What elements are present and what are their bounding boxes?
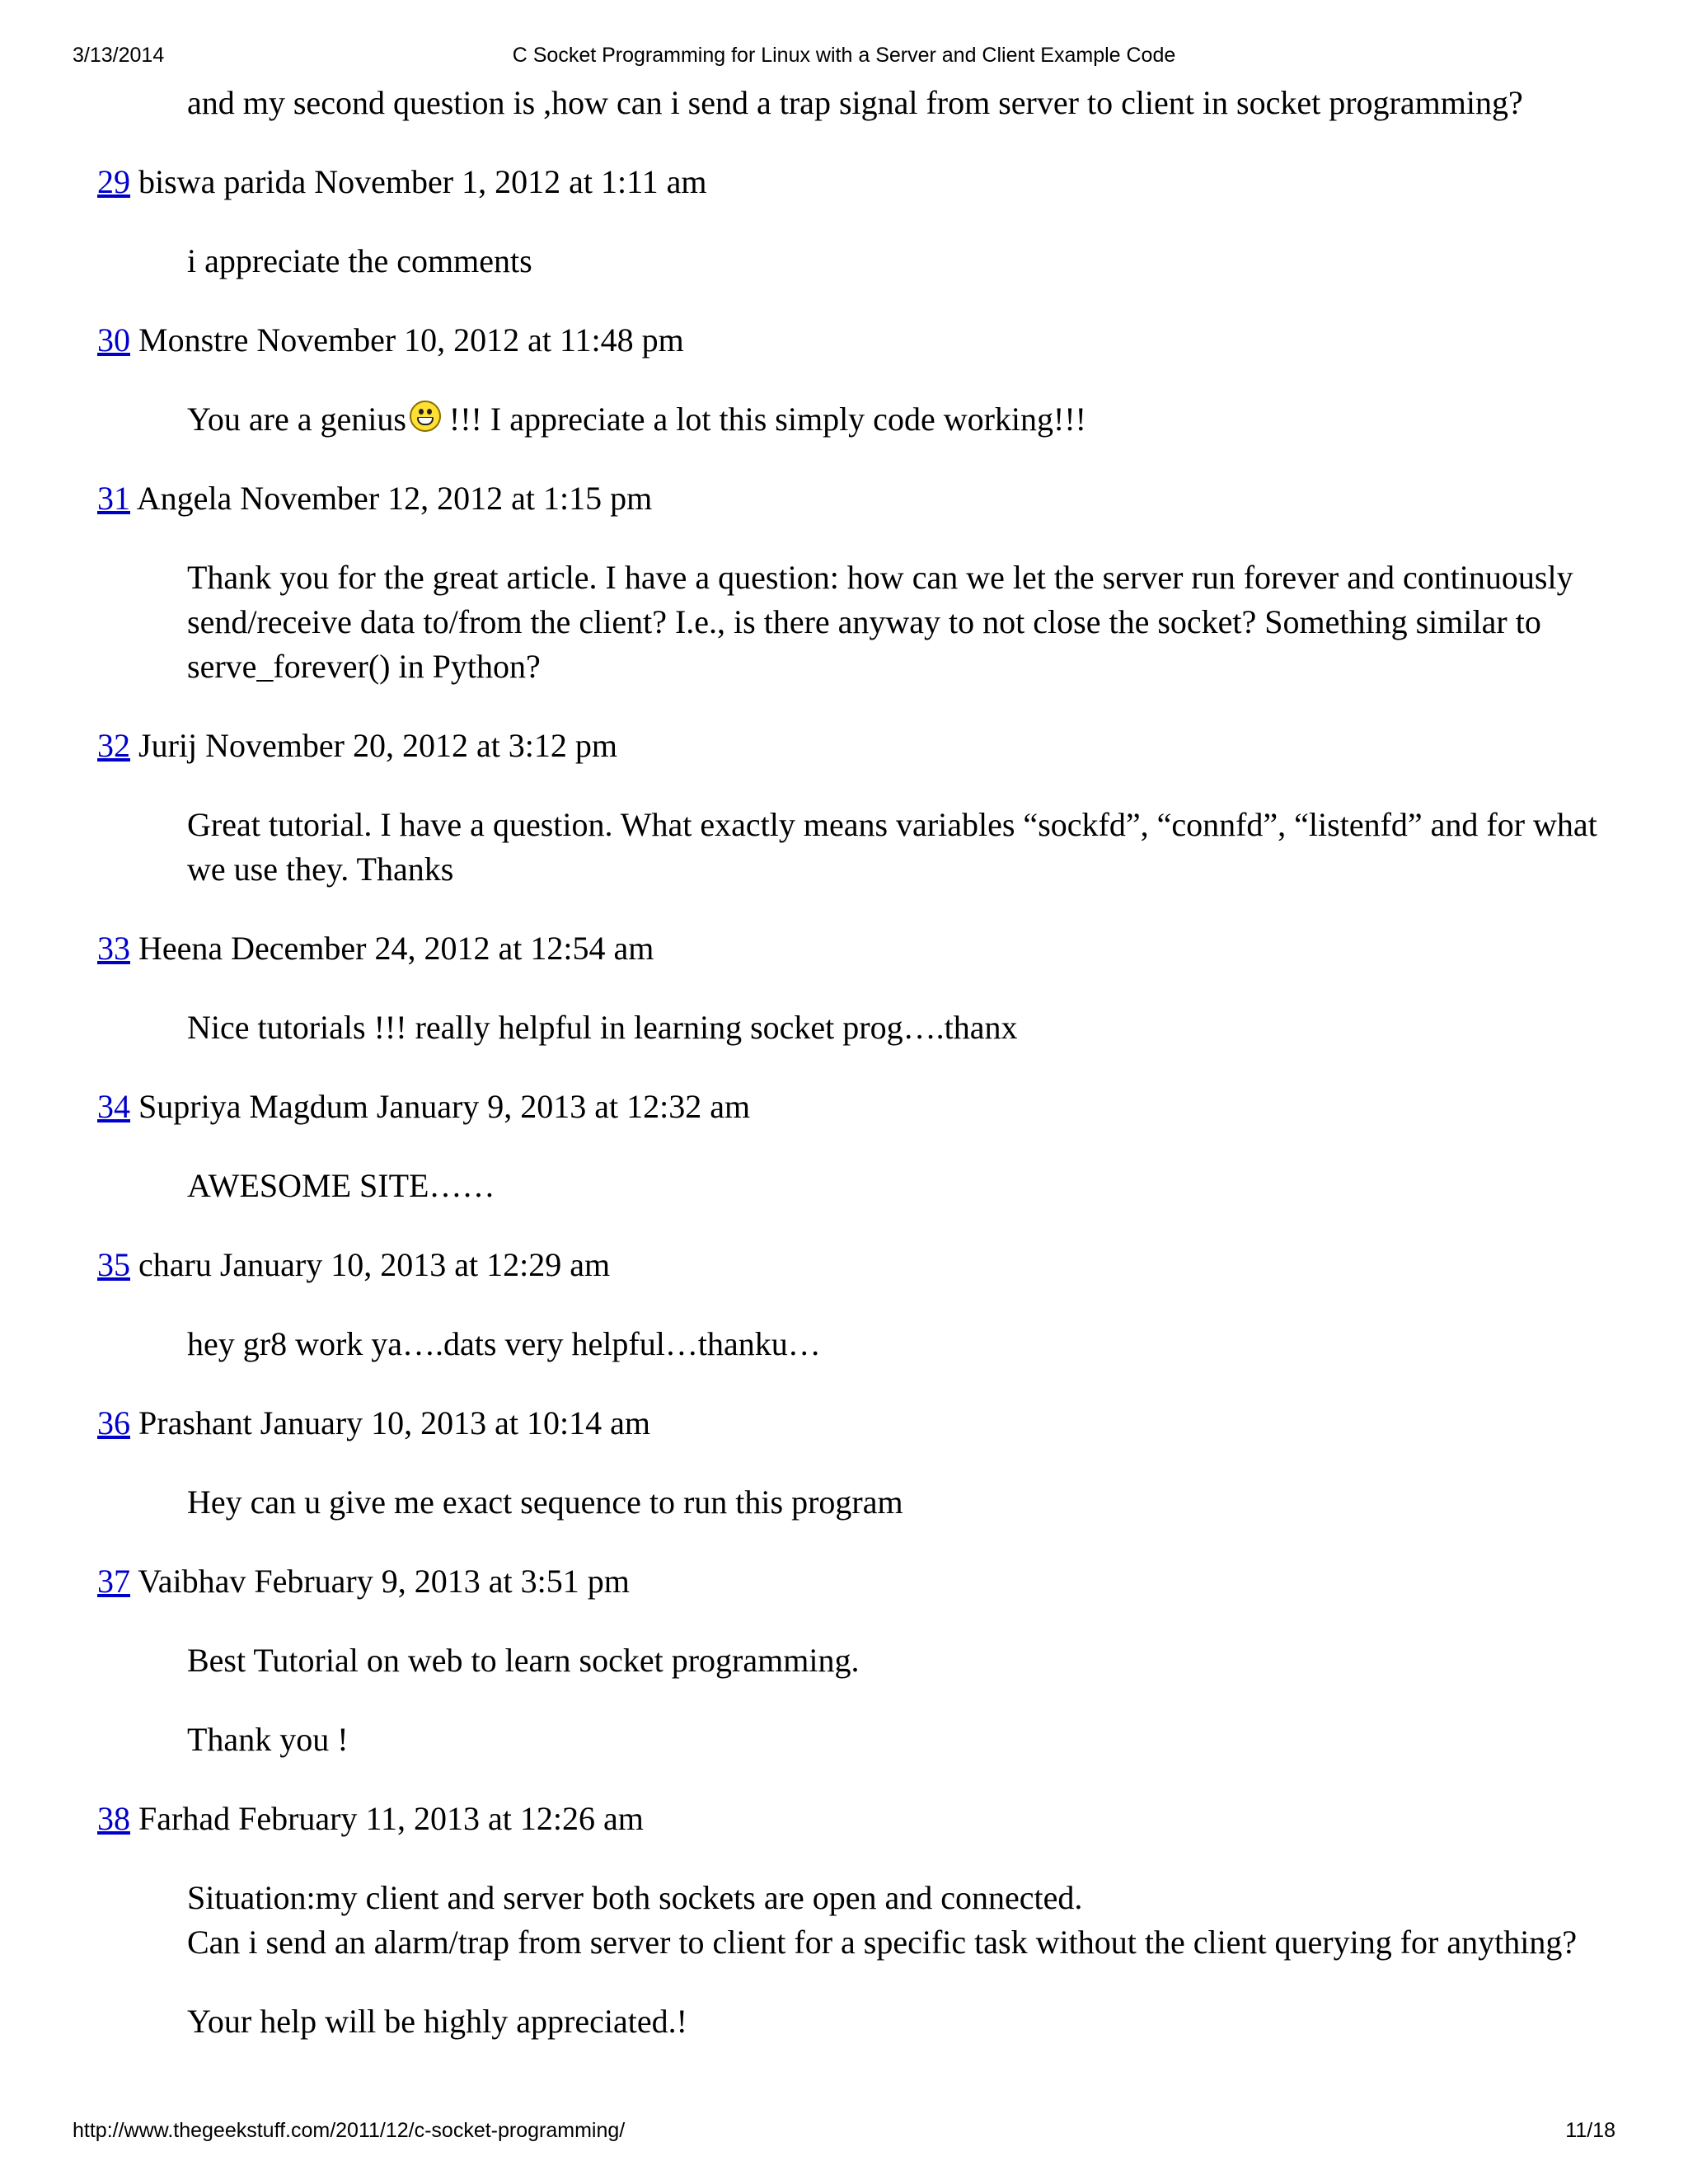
comment-text: i appreciate the comments [187,242,532,279]
comment-text: Best Tutorial on web to learn socket programming. [187,1642,860,1679]
comment-continuation-text: and my second question is ,how can i send a trap signal from server to client in socket programming? [187,84,1523,121]
comment-header [97,724,617,768]
comment-number-link[interactable]: 33 [97,930,130,967]
comment-number-link[interactable]: 36 [97,1404,130,1441]
comment-text-part: !!! I appreciate a lot this simply code working!!! [448,401,1086,438]
comment-header [97,476,652,521]
comment-author-date: Angela November 12, 2012 at 1:15 pm [136,480,653,517]
comment-number-link[interactable]: 31 [97,480,130,517]
comment-text: hey gr8 work ya….dats very helpful…thanku… [187,1325,821,1362]
comment-number-link[interactable]: 35 [97,1246,130,1283]
print-url: http://www.thegeekstuff.com/2011/12/c-socket-programming/ [73,2119,626,2142]
comment-number-link[interactable]: 38 [97,1800,130,1837]
comment-header [97,1243,610,1287]
smiley-face-icon [410,401,441,432]
comment-number-link[interactable]: 30 [97,321,130,359]
comment-author-date: Monstre November 10, 2012 at 11:48 pm [138,321,684,359]
comment-text-line: serve_forever() in Python? [187,648,541,685]
comment-header [97,1797,644,1841]
comment-author-date: Supriya Magdum January 9, 2013 at 12:32 am [138,1088,751,1125]
comment-author-date: Prashant January 10, 2013 at 10:14 am [138,1404,650,1441]
comment-author-date: charu January 10, 2013 at 12:29 am [138,1246,611,1283]
comment-author-date: Heena December 24, 2012 at 12:54 am [138,930,654,967]
comment-text-line: send/receive data to/from the client? I.e., is there anyway to not close the socket? Something similar to [187,603,1541,640]
comment-text: AWESOME SITE…… [187,1167,495,1204]
comment-author-date: Farhad February 11, 2013 at 12:26 am [138,1800,644,1837]
comment-text [187,397,1086,442]
comment-text: Your help will be highly appreciated.! [187,2003,687,2040]
comment-header [97,318,684,363]
comment-text-line: Can i send an alarm/trap from server to client for a specific task without the client querying for anything? [187,1924,1578,1961]
comment-text-line: Thank you for the great article. I have a question: how can we let the server run forever and continuously [187,559,1573,596]
comment-header [97,160,706,204]
comment-number-link[interactable]: 29 [97,163,130,200]
comment-text-line: Situation:my client and server both sockets are open and connected. [187,1879,1083,1916]
comment-header [97,926,654,971]
print-page-number: 11/18 [1565,2119,1615,2142]
print-date: 3/13/2014 [73,44,165,67]
comment-author-date: biswa parida November 1, 2012 at 1:11 am [138,163,707,200]
comment-text [187,555,1605,689]
comment-text-line: Great tutorial. I have a question. What exactly means variables “sockfd”, “connfd”, “listenfd” and for what [187,806,1597,843]
comment-text: Nice tutorials !!! really helpful in learning socket prog….thanx [187,1009,1018,1046]
comment-text: Thank you ! [187,1721,349,1758]
print-page-title: C Socket Programming for Linux with a Server and Client Example Code [512,44,1176,67]
comment-header [97,1085,750,1129]
comment-number-link[interactable]: 32 [97,727,130,764]
comment-text: Hey can u give me exact sequence to run this program [187,1483,903,1521]
comment-text [187,1876,1605,1965]
comment-header [97,1401,650,1446]
comment-number-link[interactable]: 37 [97,1563,130,1600]
comment-text-line: we use they. Thanks [187,851,454,888]
comment-text [187,803,1605,892]
comment-number-link[interactable]: 34 [97,1088,130,1125]
comment-author-date: Vaibhav February 9, 2013 at 3:51 pm [138,1563,630,1600]
comment-author-date: Jurij November 20, 2012 at 3:12 pm [138,727,618,764]
comment-header [97,1559,630,1604]
comment-text-part: You are a genius [187,401,406,438]
